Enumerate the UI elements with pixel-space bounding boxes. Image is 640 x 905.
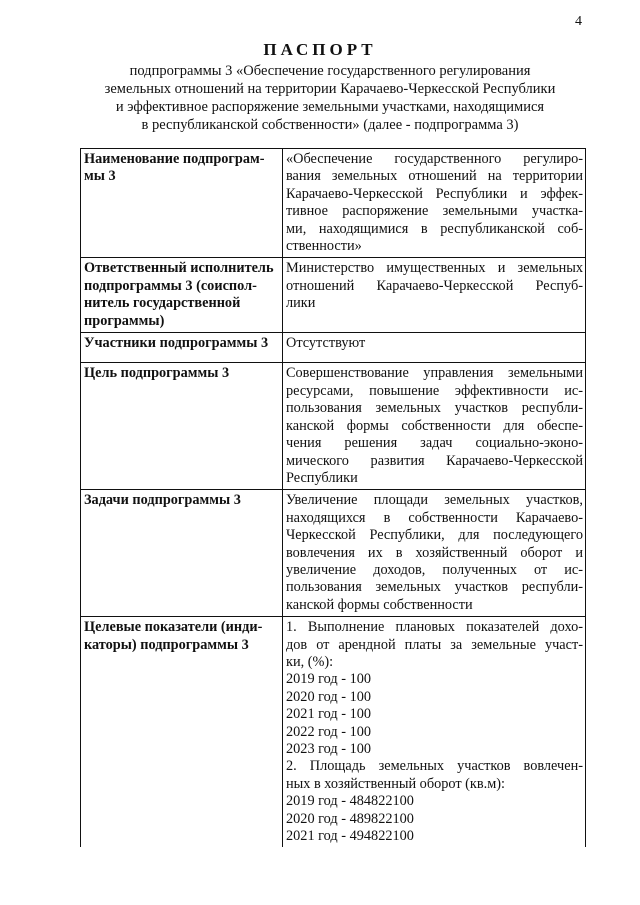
value-line: 2020 год - 100 [286,688,372,705]
value-line: Увеличение площади земельных участков, [286,492,583,509]
table-row [81,149,586,258]
value-line: 1. Выполнение плановых показателей дохо- [286,619,583,636]
row-label [81,617,283,848]
table-row [81,363,586,490]
page-number: 4 [575,14,582,29]
value-line: Совершенствование управления земельными [286,365,583,382]
row-value [283,258,586,333]
row-value [283,363,586,490]
value-line: ственности» [286,238,362,255]
label-line: каторы) подпрограммы 3 [84,636,249,653]
value-line: Республики [286,469,358,486]
label-line: Задачи подпрограммы 3 [84,492,241,509]
value-line: 2021 год - 100 [286,706,372,723]
value-line: чения решения задач социально-эконо- [286,435,583,452]
value-line: пользования земельных участков республи- [286,579,583,596]
value-line: Карачаево-Черкесской Республики и эффек- [286,185,583,202]
value-line: Отсутствуют [286,335,366,352]
value-line: 2022 год - 100 [286,723,372,740]
subtitle-line: земельных отношений на территории Карачаево-Черкесской Республики [104,81,556,97]
row-label [81,149,283,258]
value-line: увеличение доходов, полученных от ис- [286,561,583,578]
value-line: находящихся в собственности Карачаево- [286,509,583,526]
row-value [283,149,586,258]
row-label [81,333,283,363]
value-line: вания земельных отношений на территории [286,168,583,185]
value-line: пользования земельных участков республи- [286,400,583,417]
value-line: 2020 год - 489822100 [286,810,414,827]
value-line: лики [286,295,316,312]
value-line: ки, (%): [286,653,334,670]
table-row [81,258,586,333]
document-subtitle [60,62,600,134]
label-line: нитель государственной [84,295,241,312]
row-value [283,617,586,848]
row-label [81,490,283,617]
value-line: дов от арендной платы за земельные участ- [286,636,583,653]
value-line: канской формы собственности для обеспе- [286,417,583,434]
label-line: Цель подпрограммы 3 [84,365,230,382]
label-line: мы 3 [84,168,116,185]
label-line: Наименование подпрограм- [84,151,265,167]
value-line: «Обеспечение государственного регулиро- [286,151,583,167]
value-line: отношений Карачаево-Черкесской Респуб- [286,277,583,294]
table-row [81,333,586,363]
value-line: 2023 год - 100 [286,741,372,757]
subtitle-line: в республиканской собственности» (далее - подпрограмма 3) [141,117,519,133]
row-label [81,258,283,333]
value-line: 2021 год - 494822100 [286,828,414,845]
label-line: Ответственный исполнитель [84,260,274,277]
value-line: тивное распоряжение земельными участка- [286,203,583,220]
value-line: мического развития Карачаево-Черкесской [286,452,583,469]
table-row [81,617,586,848]
subtitle-line: подпрограммы 3 «Обеспечение государственного регулирования [129,63,531,79]
value-line: 2. Площадь земельных участков вовлечен- [286,758,583,775]
document-title: ПАСПОРТ [263,40,377,59]
value-line: ми, находящимися в республиканской соб- [286,220,583,237]
row-value [283,333,586,363]
label-line: Участники подпрограммы 3 [84,335,269,352]
subtitle-line: и эффективное распоряжение земельными участками, находящимися [115,99,545,115]
row-value [283,490,586,617]
value-line: канской формы собственности [286,596,473,613]
value-line: Черкесской Республики, для последующего [286,527,583,544]
value-line: 2019 год - 100 [286,671,372,688]
label-line: подпрограммы 3 (соиспол- [84,277,257,294]
value-line: ных в хозяйственный оборот (кв.м): [286,775,505,792]
value-line: вовлечения их в хозяйственный оборот и [286,544,583,561]
table-row [81,490,586,617]
label-line: программы) [84,312,165,329]
row-label [81,363,283,490]
value-line: 2019 год - 484822100 [286,793,414,810]
value-line: ресурсами, повышение эффективности ис- [286,382,583,399]
value-line: Министерство имущественных и земельных [286,260,583,277]
label-line: Целевые показатели (инди- [84,619,263,636]
passport-table [80,148,586,847]
